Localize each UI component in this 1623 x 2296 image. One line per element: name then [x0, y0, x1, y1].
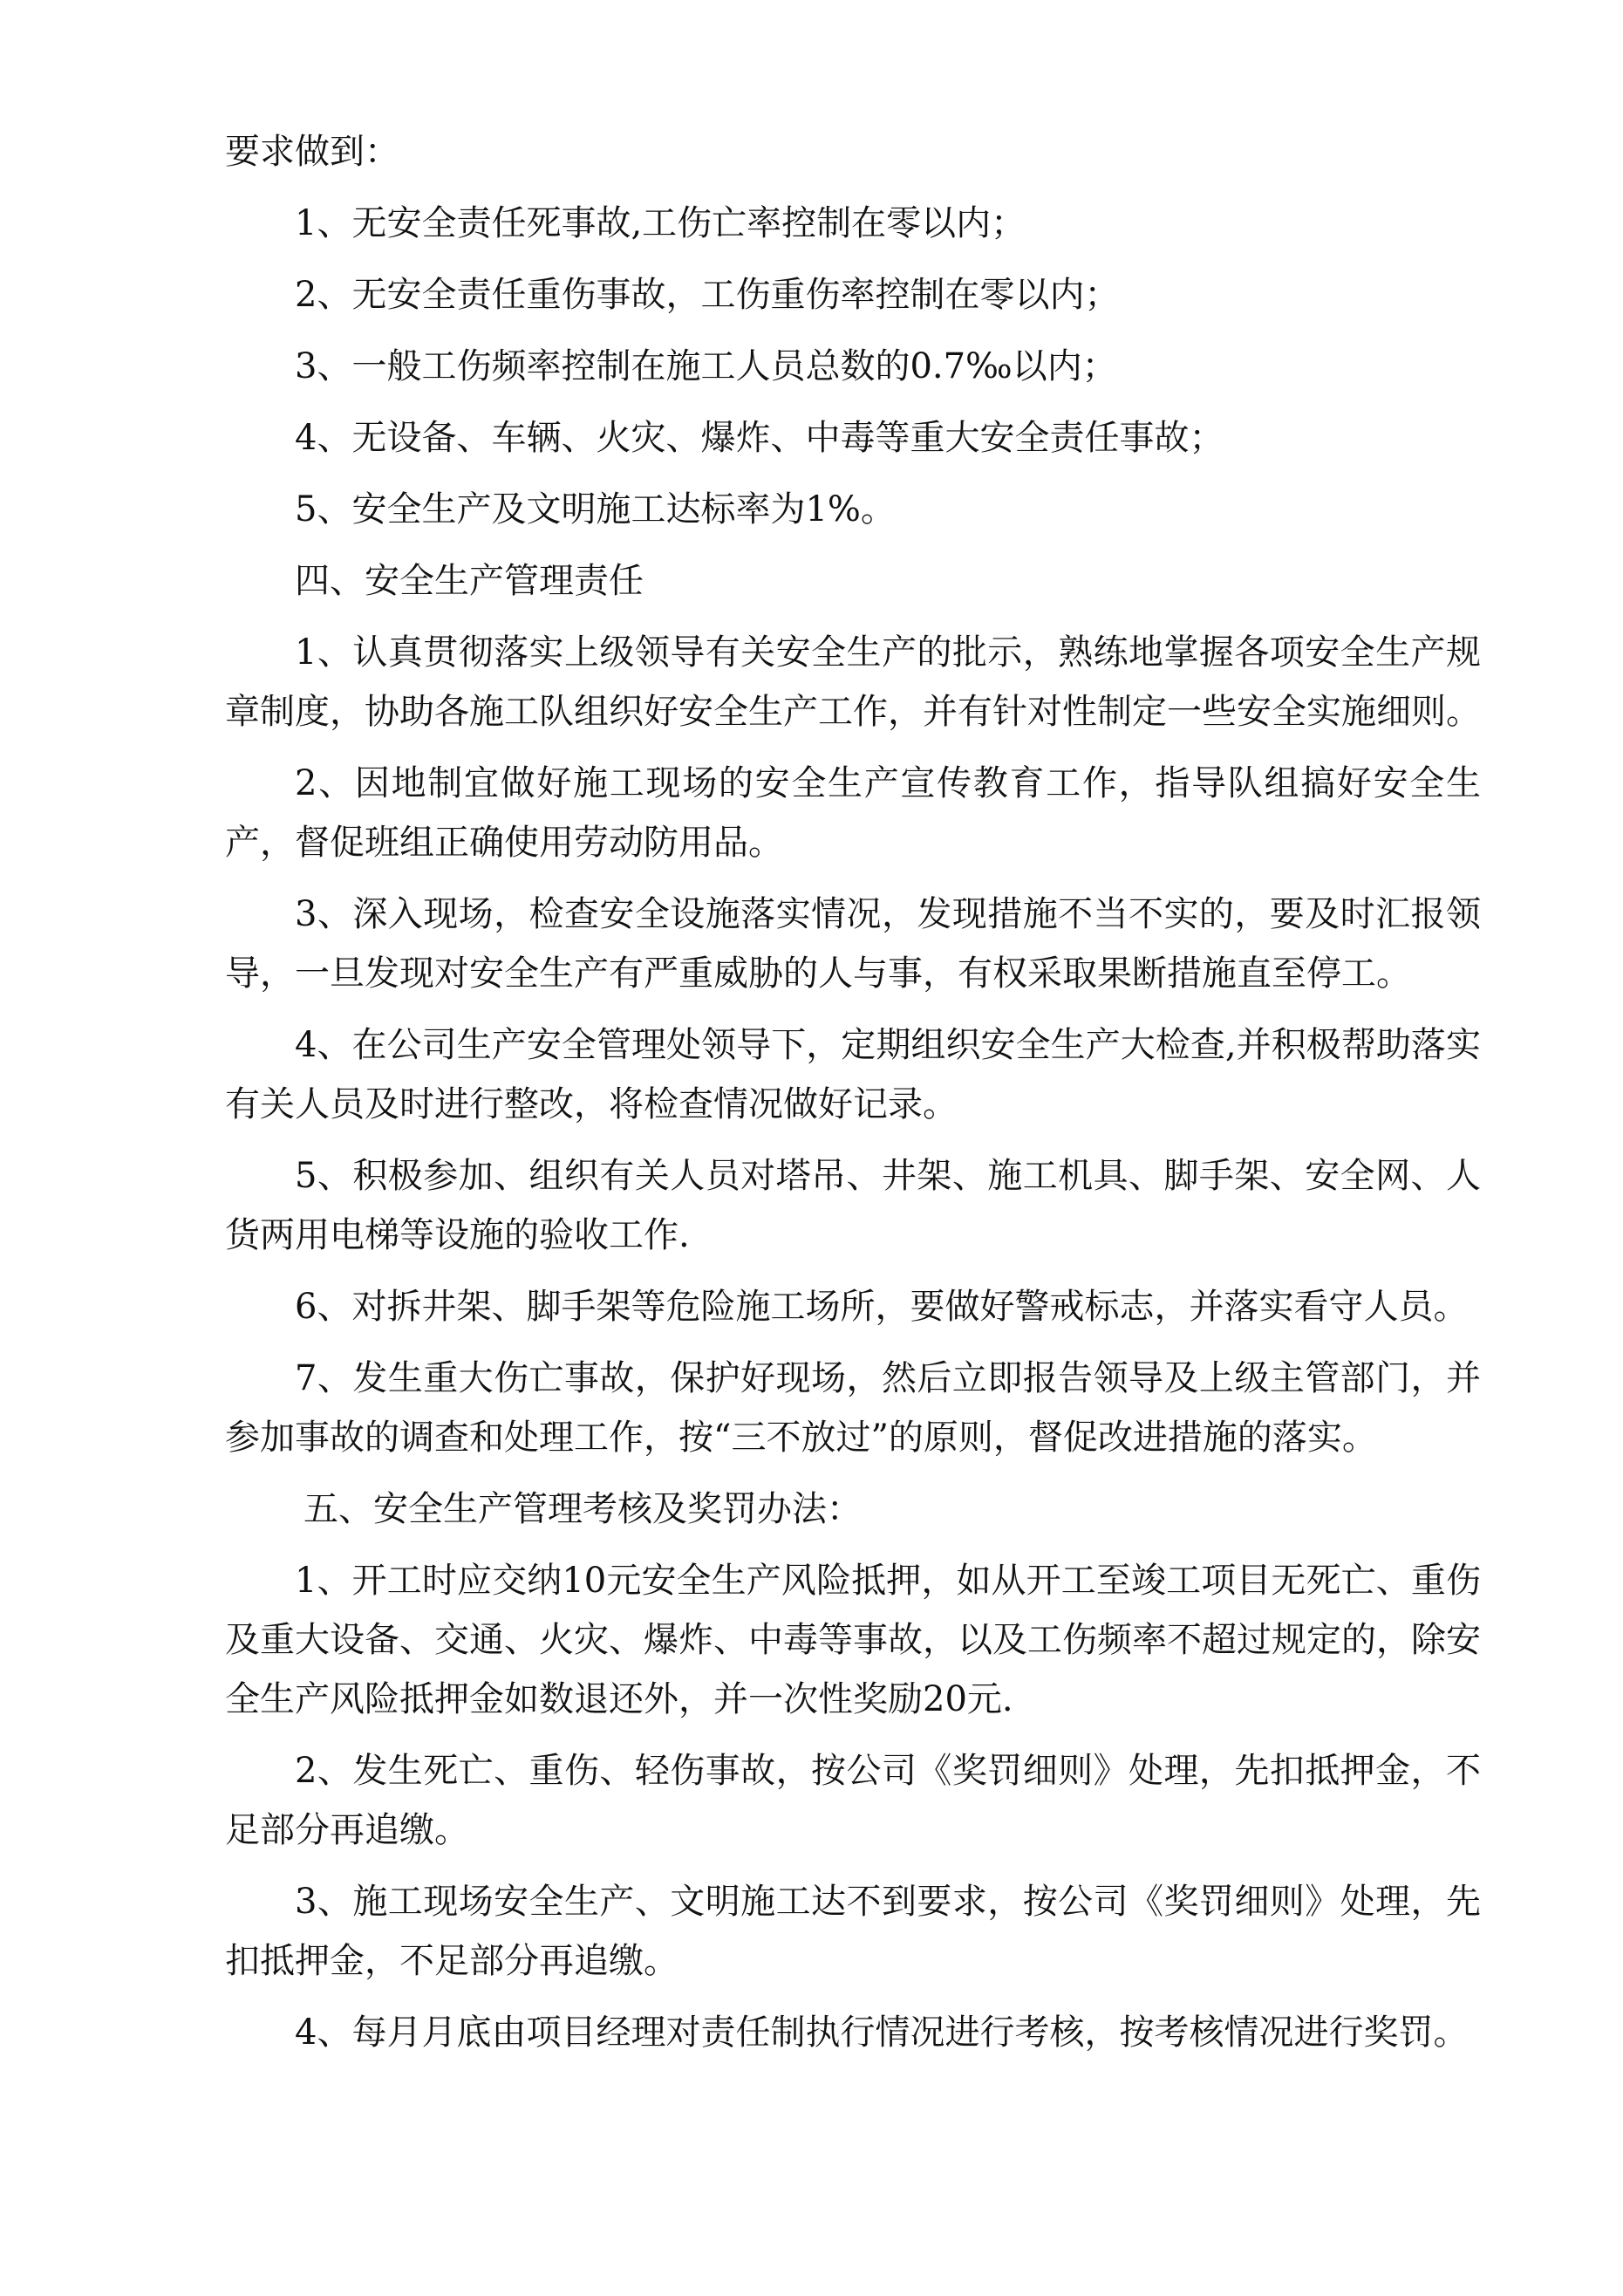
section-5-heading: 五、安全生产管理考核及奖罚办法：	[303, 1489, 862, 1529]
intro-text: 要求做到：	[225, 132, 399, 172]
target-item: 2、无安全责任重伤事故，工伤重伤率控制在零以内；	[295, 275, 1120, 315]
section-4-item: 3、深入现场，检查安全设施落实情况，发现措施不当不实的，要及时汇报领导，一旦发现对安全生产有严重威胁的人与事，有权采取果断措施直至停工。	[225, 894, 1481, 994]
section-4-item: 5、积极参加、组织有关人员对塔吊、井架、施工机具、脚手架、安全网、人货两用电梯等设施的验收工作.	[225, 1156, 1481, 1255]
section-4-item: 6、对拆井架、脚手架等危险施工场所，要做好警戒标志，并落实看守人员。	[295, 1287, 1469, 1327]
target-item: 4、无设备、车辆、火灾、爆炸、中毒等重大安全责任事故；	[295, 418, 1224, 458]
document-page	[225, 122, 1481, 2074]
section-4-item: 7、发生重大伤亡事故，保护好现场，然后立即报告领导及上级主管部门，并参加事故的调查和处理工作，按“三不放过”的原则，督促改进措施的落实。	[225, 1358, 1481, 1458]
section-5-item: 3、施工现场安全生产、文明施工达不到要求，按公司《奖罚细则》处理，先扣抵押金，不足部分再追缴。	[225, 1882, 1481, 1981]
target-item: 1、无安全责任死事故,工伤亡率控制在零以内；	[295, 203, 1026, 243]
section-5-item: 4、每月月底由项目经理对责任制执行情况进行考核，按考核情况进行奖罚。	[295, 2012, 1469, 2053]
section-4-heading: 四、安全生产管理责任	[295, 561, 644, 601]
section-4-item: 4、在公司生产安全管理处领导下，定期组织安全生产大检查,并积极帮助落实有关人员及时进行整改，将检查情况做好记录。	[225, 1025, 1481, 1124]
section-5-item: 2、发生死亡、重伤、轻伤事故，按公司《奖罚细则》处理，先扣抵押金，不足部分再追缴。	[225, 1751, 1481, 1850]
target-item: 3、一般工伤频率控制在施工人员总数的0.7‰以内；	[295, 346, 1117, 386]
section-4-item: 1、认真贯彻落实上级领导有关安全生产的批示，熟练地掌握各项安全生产规章制度，协助各施工队组织好安全生产工作，并有针对性制定一些安全实施细则。	[225, 632, 1481, 732]
section-5-item: 1、开工时应交纳10元安全生产风险抵押，如从开工至竣工项目无死亡、重伤及重大设备、交通、火灾、爆炸、中毒等事故，以及工伤频率不超过规定的，除安全生产风险抵押金如数退还外，并一次性奖励20元.	[225, 1561, 1481, 1719]
section-4-item: 2、因地制宜做好施工现场的安全生产宣传教育工作，指导队组搞好安全生产，督促班组正确使用劳动防用品。	[225, 763, 1481, 863]
target-item: 5、安全生产及文明施工达标率为1%。	[295, 489, 896, 530]
